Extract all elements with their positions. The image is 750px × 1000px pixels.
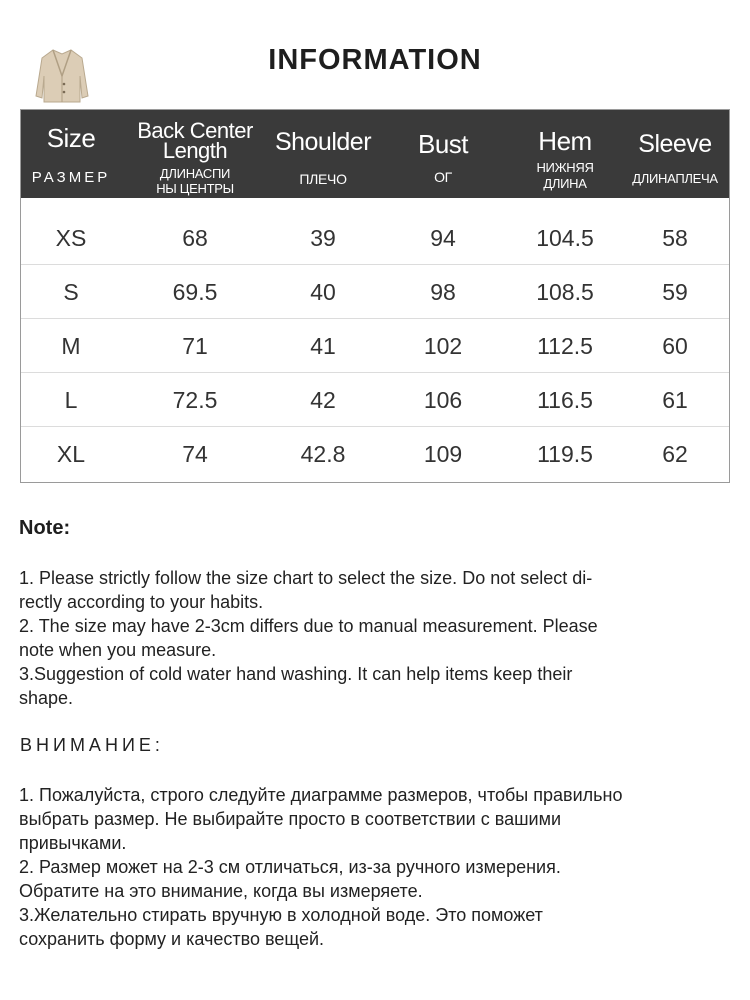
note-line: rectly according to your habits.: [19, 592, 264, 612]
ru-note-line: Обратите на это внимание, когда вы измеряете.: [19, 881, 423, 901]
ru-note-line: сохранить форму и качество вещей.: [19, 929, 325, 949]
cell-bust: 94: [430, 225, 456, 251]
cell-size: XS: [55, 225, 87, 251]
cell-size: XL: [56, 441, 86, 467]
table-header: [21, 110, 729, 198]
cell-shoulder: 42: [310, 387, 336, 413]
ru-note-line: 3.Желательно стирать вручную в холодной воде. Это поможет: [19, 905, 543, 925]
cell-sleeve: 60: [662, 333, 688, 359]
cell-size: S: [63, 279, 79, 305]
note-heading: Note:: [19, 517, 71, 539]
cell-hem: 119.5: [537, 441, 593, 467]
page-title: INFORMATION: [268, 44, 482, 76]
ru-note-line: привычками.: [19, 833, 127, 853]
column-header-back-center-length: Back Center Length ДЛИНАСПИ НЫ ЦЕНТРЫ: [137, 118, 253, 196]
page-header: [0, 0, 750, 110]
cell-bust: 102: [423, 333, 463, 359]
table-row: [21, 373, 729, 427]
column-header-size: Size РАЗМЕР: [31, 123, 111, 186]
ru-note-body: [19, 783, 734, 951]
size-chart-table: [20, 109, 730, 483]
cell-sleeve: 61: [662, 387, 688, 413]
cell-hem: 112.5: [537, 333, 593, 359]
note-line: 2. The size may have 2-3cm differs due to manual measurement. Please: [19, 616, 598, 636]
cell-sleeve: 59: [662, 279, 688, 305]
table-row: [21, 427, 729, 481]
cell-hem: 108.5: [536, 279, 594, 305]
cell-back-center-length: 74: [182, 441, 208, 467]
note-line: 3.Suggestion of cold water hand washing. It can help items keep their: [19, 664, 573, 684]
note-line: 1. Please strictly follow the size chart to select the size. Do not select di-: [19, 568, 593, 588]
ru-note-line: выбрать размер. Не выбирайте просто в соответствии с вашими: [19, 809, 562, 829]
ru-note-heading: ВНИМАНИЕ:: [20, 735, 164, 755]
cell-bust: 98: [430, 279, 456, 305]
cell-shoulder: 41: [310, 333, 336, 359]
table-row: [21, 319, 729, 373]
table-row: [21, 265, 729, 319]
column-header-bust: Bust ОГ: [417, 129, 469, 185]
column-header-sleeve: Sleeve ДЛИНАПЛЕЧА: [632, 130, 718, 186]
cell-shoulder: 40: [310, 279, 336, 305]
column-header-shoulder: Shoulder ПЛЕЧО: [274, 128, 372, 187]
note-body: [19, 566, 719, 710]
cell-size: M: [61, 333, 81, 359]
cell-sleeve: 58: [662, 225, 688, 251]
cell-back-center-length: 72.5: [172, 387, 218, 413]
cell-back-center-length: 71: [182, 333, 208, 359]
ru-note-line: 2. Размер может на 2-3 см отличаться, из-за ручного измерения.: [19, 857, 561, 877]
column-header-hem: Hem НИЖНЯЯ ДЛИНА: [536, 126, 594, 191]
cell-bust: 106: [423, 387, 463, 413]
note-line: shape.: [19, 688, 74, 708]
table-body: [21, 211, 729, 481]
cell-back-center-length: 68: [182, 225, 208, 251]
cell-bust: 109: [423, 441, 463, 467]
cell-hem: 104.5: [536, 225, 594, 251]
cell-back-center-length: 69.5: [172, 279, 218, 305]
table-row: [21, 211, 729, 265]
cell-shoulder: 39: [310, 225, 336, 251]
cell-size: L: [64, 387, 78, 413]
ru-note-line: 1. Пожалуйста, строго следуйте диаграмме размеров, чтобы правильно: [19, 785, 623, 805]
note-line: note when you measure.: [19, 640, 217, 660]
cell-sleeve: 62: [662, 441, 688, 467]
cell-hem: 116.5: [537, 387, 593, 413]
cell-shoulder: 42.8: [300, 441, 346, 467]
